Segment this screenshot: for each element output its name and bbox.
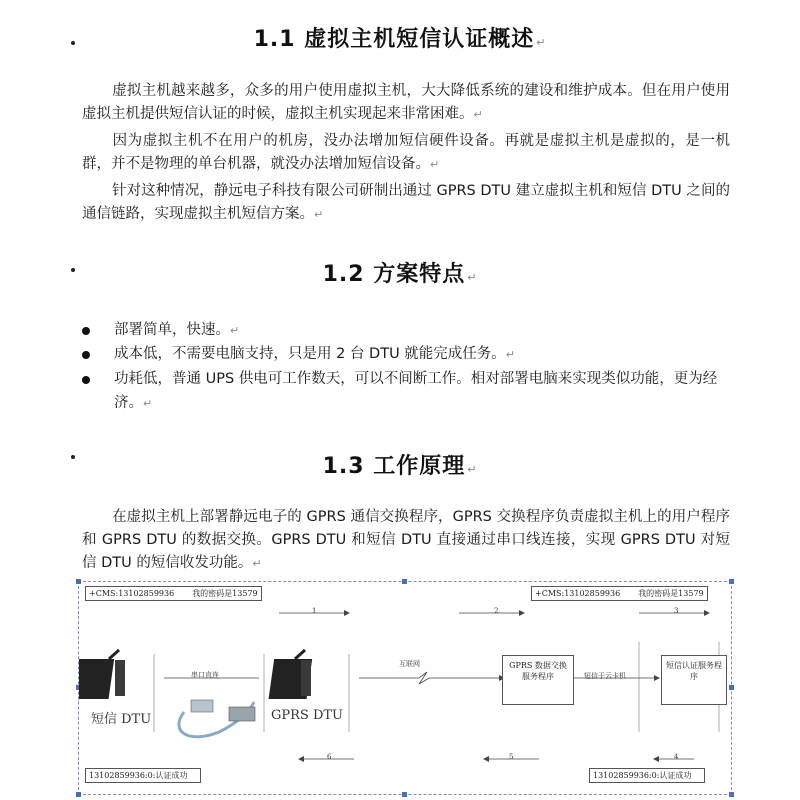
gprs-dtu-label: GPRS DTU [271, 708, 344, 723]
bullet-icon [82, 351, 90, 359]
section-1-1-paragraph-2: 因为虚拟主机不在用户的机房，没办法增加短信硬件设备。再就是虚拟主机是虚拟的，是一机群，并不是物理的单台机器，就没办法增加短信设备。↵ [82, 133, 730, 172]
internet-link-line [359, 672, 499, 684]
gprs-exchange-program-box: GPRS 数据交换服务程序 [502, 655, 574, 705]
step-label-2: 2 [494, 607, 499, 615]
working-principle-diagram[interactable] [78, 581, 732, 795]
section-1-1-title [0, 22, 800, 53]
feature-bullet-3: 功耗低，普通 UPS 供电可工作数天，可以不间断工作。相对部署电脑来实现类似功能，更为经济。↵ [82, 367, 742, 416]
paragraph-mark: ↵ [536, 36, 547, 49]
bullet-icon [82, 376, 90, 384]
tcp-label: 短信于云卡机 [584, 672, 626, 680]
sms-received-message-box-left: +CMS:13102859936 我的密码是13579 [85, 586, 262, 601]
auth-success-message-box-left: 13102859936:0:认证成功 [85, 768, 201, 783]
feature-bullet-1: 部署简单，快速。↵ [82, 318, 742, 343]
section-1-1-paragraph-3: 针对这种情况，静远电子科技有限公司研制出通过 GPRS DTU 建立虚拟主机和短信 DTU 之间的通信链路，实现虚拟主机短信方案。↵ [82, 183, 730, 222]
step-label-4: 4 [674, 753, 679, 761]
step-label-5: 5 [509, 753, 514, 761]
sms-auth-program-box: 短信认证服务程序 [661, 655, 727, 705]
step-label-1: 1 [312, 607, 317, 615]
section-1-3-title: 1.3 工作原理 ↵ [322, 454, 478, 479]
section-1-3-paragraph-1: 在虚拟主机上部署静远电子的 GPRS 通信交换程序，GPRS 交换程序负责虚拟主机上的用户程序和 GPRS DTU 的数据交换。GPRS DTU 和短信 DTU 直接通过串口线连接，实现 GPRS DTU 对短信 DTU 的短信收发功能。↵ [82, 509, 730, 571]
section-1-2-title: 1.2 方案特点 ↵ [322, 262, 478, 287]
bullet-icon [82, 327, 90, 335]
serial-link-label: 串口直连 [191, 671, 219, 679]
section-1-1-title-text: 1.1 虚拟主机短信认证概述 [253, 27, 535, 52]
gprs-dtu-device-icon [269, 650, 313, 699]
internet-label: 互联网 [399, 660, 420, 668]
feature-bullet-2: 成本低，不需要电脑支持，只是用 2 台 DTU 就能完成任务。↵ [82, 342, 742, 367]
step-label-3: 3 [674, 607, 679, 615]
sms-dtu-device-icon [79, 650, 125, 699]
auth-success-message-box-right: 13102859936:0:认证成功 [589, 768, 705, 783]
sms-received-message-box-right: +CMS:13102859936 我的密码是13579 [531, 586, 708, 601]
section-1-2-title-text: 1.2 方案特点 [322, 262, 466, 287]
serial-cable-icon [179, 700, 255, 737]
section-1-1-paragraph-1: 虚拟主机越来越多，众多的用户使用虚拟主机，大大降低系统的建设和维护成本。但在用户使用虚拟主机提供短信认证的时候，虚拟主机实现起来非常困难。↵ [82, 83, 730, 122]
section-1-3-title-text: 1.3 工作原理 [322, 454, 466, 479]
sms-dtu-label: 短信 DTU [91, 712, 152, 727]
step-label-6: 6 [327, 753, 332, 761]
diagram-lines [79, 582, 731, 794]
